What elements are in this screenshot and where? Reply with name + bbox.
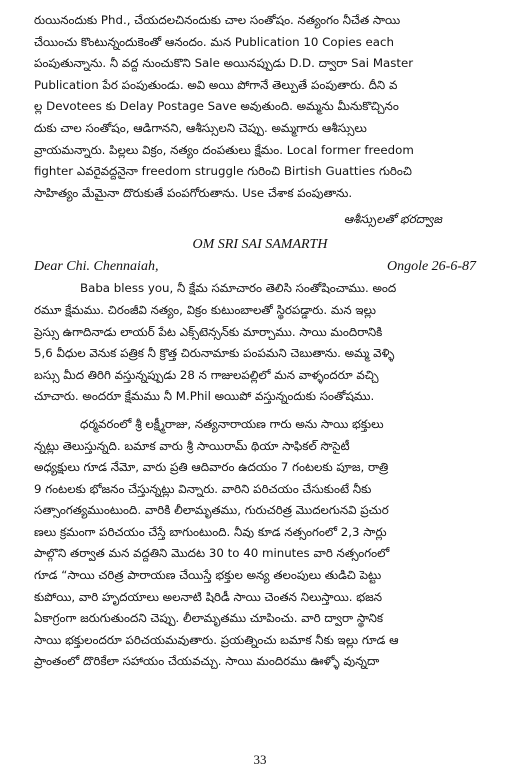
paragraph-1: [34, 10, 486, 204]
paragraph-3: [34, 414, 486, 673]
text-line: 5,6 వీధుల వెనుక పత్రిక నీ క్రొత్త చిరునామాకు పంపమని చెబుతాను. అమ్మ వెళ్ళి: [34, 346, 395, 361]
text-line: వ్రాయమన్నారు. పిల్లలు విక్రం, నత్యం దంపతులు క్షేమం. Local former freedom: [34, 142, 414, 157]
text-line: సాయి భక్తులందరూ పరిచయమవుతారు. ప్రయత్నించు బమాక నీకు ఇల్లు గూడ ఆ: [34, 632, 399, 647]
text-line: దుకు చాల సంతోషం, ఆడిగానని, ఆశీస్సులని చెప్పు. అమ్మగారు ఆశీస్సులు: [34, 120, 367, 135]
salutation-row: [34, 256, 486, 278]
text-line: పంపుతున్నాను. నీ వద్ద నుంచుకొని Sale అయినప్పుడు D.D. ద్వారా Sai Master: [34, 56, 414, 71]
text-line: ఏకాగ్రంగా జరుగుతుందని చెప్పు. లీలామృతము చూపించు. వారి ద్వారా స్థానిక: [34, 611, 384, 626]
text-line: ల్ల Devotees కు Delay Postage Save అవుతుంది. అమ్మను మీనుకొచ్చినం: [34, 99, 399, 114]
text-line: fighter ఎవరైవద్దనైనా freedom struggle గురించి Birtish Guatties గురించి: [34, 164, 412, 179]
text-line: చూచారు. అందరూ క్షేమము నీ M.Phil అయిపో వస్తున్నందుకు సంతోషము.: [34, 389, 375, 404]
text-line: కుపోయి, వారి హృదయాలు అలనాటి షిరిడీ సాయి చెంతన నిలుస్తాయి. భజన: [34, 589, 383, 604]
salutation: Dear Chi. Chennaiah,: [34, 259, 159, 275]
page-number: 33: [253, 752, 267, 767]
text-line: అధ్యక్షులు గూడ నేమో, వారు ప్రతి ఆదివారం ఉదయం 7 గంటలకు పూజ, రాత్రి: [34, 460, 389, 475]
text-line: న్నట్లు తెలుస్తున్నది. బమాక వారు శ్రీ సాయిరామ్ థియా సాఫికల్ సొసైటీ: [34, 438, 350, 453]
text-line: సత్సాంగత్యముంటుంది. వారికి లీలామృతము, గురుచరిత్ర మొదలగునవి ప్రచుర: [34, 503, 389, 518]
text-line: గూడ “సాయి చరిత్ర పారాయణ చేయిస్తే భక్తుల అన్య తలంపులు తుడిచి పెట్టు: [34, 568, 382, 583]
text-line: సాహిత్యం మేమైనా దొరుకుతే పంపగోరుతాను. Use చేశాక పంపుతాను.: [34, 185, 353, 200]
text-line: ప్రెస్సు ఉగాదినాడు లాయర్ పేట ఎక్స్‌టెన్సన్‌కు మార్చాము. సాయి మందిరానికి: [34, 324, 383, 339]
text-line: పాల్గొని తర్వాత మన వద్దతిని మొదట 30 to 40 minutes వారి నత్సంగంలో: [34, 546, 390, 561]
text-line: చేయించు కొంటున్నందుకెంతో ఆనందం. మన Publication 10 Copies each: [34, 34, 394, 49]
text-line: ణలు క్రమంగా పరిచయం చేస్తే బాగుంటుంది. నీవు కూడ నత్సంగంలో 2,3 సార్లు: [34, 524, 387, 539]
sign-off: ఆశీస్సులతో భరద్వాజ: [343, 212, 442, 227]
text-line: రమూ క్షేమము. చిరంజీవి నత్యం, విక్రం కుటుంబాలతో స్థిరపడ్డారు. మన ఇల్లు: [34, 302, 376, 317]
text-line: ప్రాంతంలో దొరికేలా సహాయం చేయవచ్చు. సాయి మందిరము ఊళ్ళో వున్నదా: [34, 654, 380, 669]
text-line: రుయినందుకు Phd., చేయదలచినందుకు చాల సంతోషం. నత్యంగం నీచేత సాయి: [34, 13, 401, 27]
place-date: Ongole 26-6-87: [386, 259, 476, 275]
heading: OM SRI SAI SAMARTH: [192, 237, 328, 253]
text-line: Publication పేర పంపుతుండు. అవి అయి పోగానే తెల్పుతే పంపుతారు. దీని వ: [34, 77, 398, 92]
text-line: 9 గంటలకు భోజనం చేస్తున్నట్లు విన్నారు. వారిని పరిచయం చేసుకుంటే నీకు: [34, 481, 372, 496]
text-line: Baba bless you, నీ క్షేమ సమాచారం తెలిసి సంతోషించాము. అంద: [80, 281, 397, 296]
text-line: ధర్మవరంలో శ్రీ లక్ష్మీరాజు, నత్యనారాయణ గారు అను సాయి భక్తులు: [80, 416, 384, 431]
paragraph-2: [34, 278, 486, 408]
text-line: బస్సు మీద తిరిగి వస్తున్నప్పుడు 28 న గాజులపల్లిలో మన వాళ్ళందరూ వచ్చి: [34, 367, 379, 382]
